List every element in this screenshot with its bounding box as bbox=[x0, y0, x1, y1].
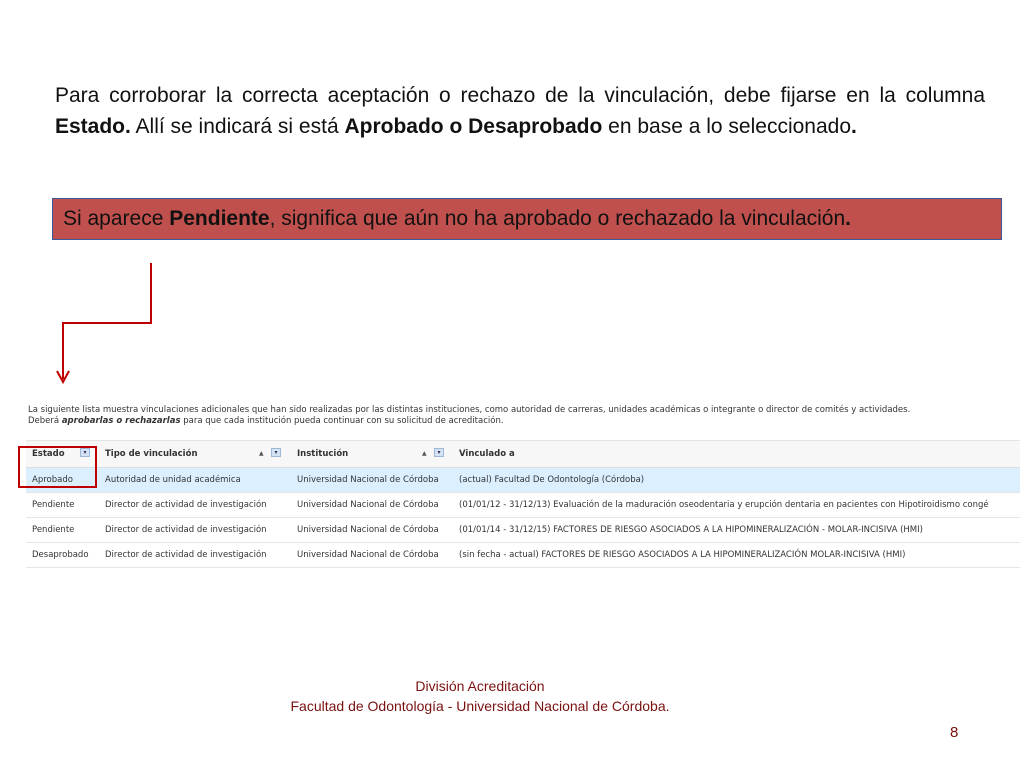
table-row[interactable] bbox=[26, 543, 1020, 568]
linkages-table bbox=[26, 440, 1020, 568]
cell-vinculado: (sin fecha - actual) FACTORES DE RIESGO ASOCIADOS A LA HIPOMINERALIZACIÓN MOLAR-INCISIVA (HMI) bbox=[453, 543, 1020, 568]
cell-tipo: Director de actividad de investigación bbox=[99, 493, 291, 518]
cell-vinculado: (01/01/12 - 31/12/13) Evaluación de la maduración oseodentaria y erupción dentaria en pacientes con Hipotiroidismo congé bbox=[453, 493, 1020, 518]
column-header-estado[interactable]: Estado ▾ bbox=[26, 441, 99, 468]
linkages-screenshot bbox=[26, 402, 1020, 572]
callout-text-2: , significa que aún no ha aprobado o rechazado la vinculación bbox=[269, 207, 846, 230]
cell-tipo: Autoridad de unidad académica bbox=[99, 468, 291, 493]
cell-institucion: Universidad Nacional de Córdoba bbox=[291, 468, 453, 493]
column-menu-icon[interactable]: ▾ bbox=[434, 448, 444, 457]
cell-institucion: Universidad Nacional de Córdoba bbox=[291, 518, 453, 543]
cell-tipo: Director de actividad de investigación bbox=[99, 543, 291, 568]
estado-highlight-box bbox=[18, 446, 97, 488]
callout-bold-pendiente: Pendiente bbox=[169, 207, 270, 230]
footer-division: División Acreditación bbox=[415, 678, 545, 694]
column-header-vinculado[interactable]: Vinculado a bbox=[453, 441, 1020, 468]
table-header-row bbox=[26, 441, 1020, 468]
cell-estado: Aprobado bbox=[26, 468, 99, 493]
sort-ascending-icon[interactable]: ▲ bbox=[422, 450, 427, 457]
cell-estado: Desaprobado bbox=[26, 543, 99, 568]
table-row[interactable] bbox=[26, 518, 1020, 543]
intro-text-2: Allí se indicará si está bbox=[130, 115, 345, 138]
cell-vinculado: (01/01/14 - 31/12/15) FACTORES DE RIESGO ASOCIADOS A LA HIPOMINERALIZACIÓN - MOLAR-INCISIVA (HMI) bbox=[453, 518, 1020, 543]
sort-ascending-icon[interactable]: ▲ bbox=[259, 450, 264, 457]
note-bold: aprobarlas o rechazarlas bbox=[61, 416, 181, 426]
intro-bold-aprobado: Aprobado o Desaprobado bbox=[344, 115, 603, 138]
page-number: 8 bbox=[950, 724, 959, 741]
footer-faculty: Facultad de Odontología - Universidad Nacional de Córdoba. bbox=[290, 698, 670, 714]
cell-vinculado: (actual) Facultad De Odontología (Córdoba) bbox=[453, 468, 1020, 493]
cell-institucion: Universidad Nacional de Córdoba bbox=[291, 543, 453, 568]
column-menu-icon[interactable]: ▾ bbox=[271, 448, 281, 457]
column-header-tipo[interactable]: Tipo de vinculación ▲ ▾ bbox=[99, 441, 291, 468]
table-row[interactable] bbox=[26, 493, 1020, 518]
column-header-institucion[interactable]: Institución ▲ ▾ bbox=[291, 441, 453, 468]
intro-text-1: Para corroborar la correcta aceptación o rechazo de la vinculación, debe fijarse en la columna bbox=[55, 84, 985, 107]
intro-bold-estado: Estado. bbox=[55, 115, 131, 138]
intro-bold-period: . bbox=[851, 115, 857, 138]
callout-bold-period: . bbox=[845, 207, 852, 230]
screenshot-note-line2: Deberá aprobarlas o rechazarlas para que cada institución pueda continuar con su solicitud de acreditación. bbox=[28, 416, 504, 426]
intro-text-3: en base a lo seleccionado bbox=[602, 115, 852, 138]
cell-estado: Pendiente bbox=[26, 518, 99, 543]
table-row[interactable] bbox=[26, 468, 1020, 493]
cell-estado: Pendiente bbox=[26, 493, 99, 518]
column-menu-icon[interactable]: ▾ bbox=[80, 448, 90, 457]
screenshot-note-line1: La siguiente lista muestra vinculaciones adicionales que han sido realizadas por las distintas instituciones, como autoridad de carreras, unidades académicas o integrante o director de comités y actividades. bbox=[28, 405, 911, 415]
callout-text-1: Si aparece bbox=[63, 207, 170, 230]
cell-tipo: Director de actividad de investigación bbox=[99, 518, 291, 543]
cell-institucion: Universidad Nacional de Córdoba bbox=[291, 493, 453, 518]
